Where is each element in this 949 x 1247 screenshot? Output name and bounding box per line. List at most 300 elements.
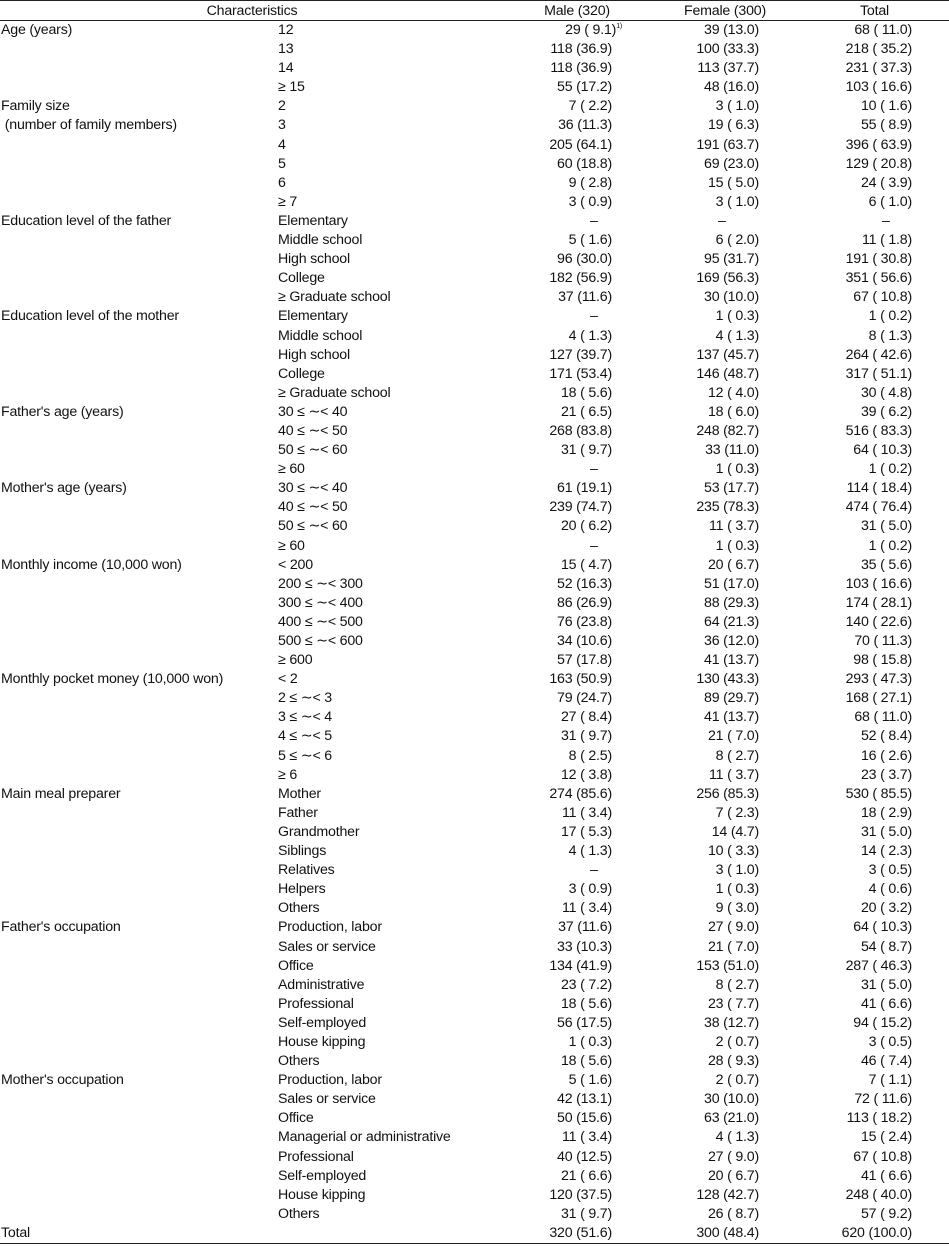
female-value: 1 ( 0.3) <box>715 881 760 898</box>
category-label: Sales or service <box>278 938 376 955</box>
group-label <box>0 517 276 536</box>
total-value: 39 ( 6.2) <box>860 403 913 420</box>
male-value: 40 (12.5) <box>557 1148 613 1165</box>
group-label <box>0 422 276 441</box>
category-label: 6 <box>278 174 286 191</box>
table-row <box>0 155 949 174</box>
female-value: 20 ( 6.7) <box>707 556 760 573</box>
female-value: 18 ( 6.0) <box>707 403 760 420</box>
female-value: 8 ( 2.7) <box>715 976 760 993</box>
group-label <box>0 155 276 174</box>
female-value: 3 ( 1.0) <box>715 193 760 210</box>
table-row <box>0 59 949 78</box>
male-value: 31 ( 9.7) <box>560 728 613 745</box>
total-value: 31 ( 5.0) <box>860 976 913 993</box>
table-row <box>0 938 949 957</box>
male-value: 4 ( 1.3) <box>568 843 613 860</box>
male-value: 86 (26.9) <box>557 594 613 611</box>
group-label <box>0 193 276 212</box>
male-value: 239 (74.7) <box>549 499 613 516</box>
category-label: Production, labor <box>278 1072 382 1089</box>
total-spacer <box>276 1224 504 1244</box>
total-value: 31 ( 5.0) <box>860 518 913 535</box>
table-row <box>0 537 949 556</box>
female-value: 128 (42.7) <box>696 1186 760 1203</box>
category-label: 40 ≤ ∼< 50 <box>278 422 348 439</box>
category-label: College <box>278 270 325 287</box>
total-value: 8 ( 1.3) <box>868 327 913 344</box>
header-male: Male (320) <box>504 1 650 21</box>
table-row <box>0 785 949 804</box>
total-value: 1 ( 0.2) <box>868 308 913 325</box>
female-value: 169 (56.3) <box>696 270 760 287</box>
category-label: ≥ Graduate school <box>278 384 391 401</box>
female-value: 137 (45.7) <box>696 346 760 363</box>
table-row <box>0 689 949 708</box>
male-value: 205 (64.1) <box>549 136 613 153</box>
male-value: 118 (36.9) <box>550 41 613 58</box>
category-label: 12 <box>278 22 294 38</box>
male-value: 182 (56.9) <box>549 270 613 287</box>
male-value: 163 (50.9) <box>549 671 613 688</box>
total-value: 3 ( 0.5) <box>868 862 913 879</box>
category-label: 2 ≤ ∼< 3 <box>278 690 332 707</box>
header-female: Female (300) <box>650 1 800 21</box>
total-value: 396 ( 63.9) <box>845 136 913 153</box>
female-value: 41 (13.7) <box>704 709 760 726</box>
table-row <box>0 957 949 976</box>
male-value: 3 ( 0.9) <box>568 193 613 210</box>
male-value: 27 ( 8.4) <box>560 709 613 726</box>
total-value: 15 ( 2.4) <box>860 1129 913 1146</box>
female-value: 2 ( 0.7) <box>715 1033 760 1050</box>
group-label <box>0 651 276 670</box>
category-label: Office <box>278 957 314 974</box>
total-value: 11 ( 1.8) <box>862 232 913 249</box>
female-value: 14 (4.7) <box>711 823 760 840</box>
female-value: 1 ( 0.3) <box>715 308 760 325</box>
group-label <box>0 804 276 823</box>
male-value: – <box>590 308 598 325</box>
male-value: 96 (30.0) <box>557 251 613 268</box>
total-value: 317 ( 51.1) <box>845 365 913 382</box>
group-label <box>0 231 276 250</box>
category-label: Others <box>278 1205 320 1222</box>
total-value: 54 ( 8.7) <box>860 938 913 955</box>
total-value: 20 ( 3.2) <box>860 900 913 917</box>
table-row <box>0 193 949 212</box>
male-value: 52 (16.3) <box>557 575 613 592</box>
female-value: 1 ( 0.3) <box>715 461 760 478</box>
group-label <box>0 575 276 594</box>
category-label: ≥ 60 <box>278 461 305 478</box>
group-label <box>0 766 276 785</box>
table-row <box>0 899 949 918</box>
group-label <box>0 1033 276 1052</box>
table-row <box>0 460 949 479</box>
category-label: High school <box>278 346 350 363</box>
total-value: 16 ( 2.6) <box>860 747 913 764</box>
category-label: 4 ≤ ∼< 5 <box>278 728 332 745</box>
female-value: 30 (10.0) <box>704 1091 760 1108</box>
category-label: Sales or service <box>278 1091 376 1108</box>
category-label: ≥ 7 <box>278 193 298 210</box>
table-row <box>0 517 949 536</box>
female-value: 69 (23.0) <box>704 155 760 172</box>
category-label: Managerial or administrative <box>278 1129 451 1146</box>
category-label: Helpers <box>278 881 326 898</box>
female-value: 19 ( 6.3) <box>707 117 760 134</box>
group-label <box>0 136 276 155</box>
table-row <box>0 880 949 899</box>
female-value: 9 ( 3.0) <box>715 900 760 917</box>
total-value: 113 ( 18.2) <box>846 1110 913 1127</box>
group-label <box>0 174 276 193</box>
male-value: 3 ( 0.9) <box>568 881 613 898</box>
category-label: 40 ≤ ∼< 50 <box>278 499 348 516</box>
category-label: Self-employed <box>278 1014 367 1031</box>
group-label <box>0 1014 276 1033</box>
male-value: 1 ( 0.3) <box>568 1033 613 1050</box>
total-value: 474 ( 76.4) <box>845 499 913 516</box>
male-value: 21 ( 6.6) <box>560 1167 613 1184</box>
category-label: 30 ≤ ∼< 40 <box>278 403 348 420</box>
category-label: ≥ 600 <box>278 652 313 669</box>
table-row <box>0 212 949 231</box>
table-row <box>0 1109 949 1128</box>
group-label <box>0 747 276 766</box>
group-label <box>0 689 276 708</box>
table-row <box>0 1148 949 1167</box>
male-value: – <box>590 212 598 229</box>
group-label: Main meal preparer <box>1 785 121 802</box>
male-value: 18 ( 5.6) <box>560 995 613 1012</box>
table-row <box>0 21 949 41</box>
female-value: 20 ( 6.7) <box>707 1167 760 1184</box>
group-label <box>0 537 276 556</box>
total-value: 68 ( 11.0) <box>854 709 913 726</box>
group-label <box>0 880 276 899</box>
total-value: 6 ( 1.0) <box>868 193 913 210</box>
group-label: Mother's occupation <box>1 1072 124 1089</box>
group-label <box>0 823 276 842</box>
group-label <box>0 861 276 880</box>
category-label: High school <box>278 251 350 268</box>
total-value: 55 ( 8.9) <box>860 117 913 134</box>
female-value: 64 (21.3) <box>704 613 760 630</box>
category-label: 14 <box>278 60 294 77</box>
female-value: 53 (17.7) <box>704 480 760 497</box>
category-label: College <box>278 365 325 382</box>
category-label: 5 ≤ ∼< 6 <box>278 747 332 764</box>
female-value: 248 (82.7) <box>696 422 760 439</box>
group-label <box>0 460 276 479</box>
female-value: 146 (48.7) <box>696 365 760 382</box>
total-value: 67 ( 10.8) <box>853 289 913 306</box>
category-label: < 2 <box>278 671 298 688</box>
male-value: 17 ( 5.3) <box>560 823 613 840</box>
table-row <box>0 1128 949 1147</box>
table-row <box>0 231 949 250</box>
female-value: 153 (51.0) <box>696 957 760 974</box>
male-value: 8 ( 2.5) <box>568 747 613 764</box>
female-value: 15 ( 5.0) <box>707 174 760 191</box>
table-row <box>0 441 949 460</box>
group-label <box>0 594 276 613</box>
male-value: 120 (37.5) <box>549 1186 613 1203</box>
category-label: Production, labor <box>278 919 382 936</box>
female-value: 41 (13.7) <box>704 652 760 669</box>
category-label: Middle school <box>278 232 363 249</box>
total-value: 52 ( 8.4) <box>860 728 913 745</box>
total-value: 103 ( 16.6) <box>845 575 913 592</box>
table-row <box>0 804 949 823</box>
group-label <box>0 613 276 632</box>
male-value: 11 ( 3.4) <box>562 900 613 917</box>
total-value: 31 ( 5.0) <box>860 823 913 840</box>
category-label: 2 <box>278 98 286 115</box>
group-label <box>0 498 276 517</box>
female-value: 28 ( 9.3) <box>707 1053 760 1070</box>
total-value: 94 ( 15.2) <box>853 1014 913 1031</box>
total-value: 129 ( 20.8) <box>845 155 913 172</box>
table-row <box>0 422 949 441</box>
group-label: Education level of the mother <box>1 308 179 325</box>
female-value: 113 (37.7) <box>697 60 760 77</box>
table-row <box>0 269 949 288</box>
total-value: 1 ( 0.2) <box>868 461 913 478</box>
group-label <box>0 78 276 97</box>
table-row <box>0 327 949 346</box>
footnote-mark: 1) <box>616 23 623 30</box>
female-value: 8 ( 2.7) <box>715 747 760 764</box>
total-value: 18 ( 2.9) <box>860 804 913 821</box>
table-row <box>0 1090 949 1109</box>
female-value: 3 ( 1.0) <box>715 862 760 879</box>
total-value: 103 ( 16.6) <box>845 79 913 96</box>
table-row <box>0 861 949 880</box>
header-total: Total <box>800 1 949 21</box>
category-label: Self-employed <box>278 1167 367 1184</box>
total-value: 174 ( 28.1) <box>845 594 913 611</box>
female-value: – <box>718 212 726 229</box>
male-value: 15 ( 4.7) <box>560 556 613 573</box>
category-label: 500 ≤ ∼< 600 <box>278 633 363 649</box>
male-value: 118 (36.9) <box>550 60 613 77</box>
group-label <box>0 727 276 746</box>
category-label: 4 <box>278 136 286 153</box>
group-label <box>0 1090 276 1109</box>
female-value: 235 (78.3) <box>696 499 760 516</box>
group-label: Monthly pocket money (10,000 won) <box>1 671 224 688</box>
male-value: – <box>590 537 598 554</box>
table-row <box>0 1014 949 1033</box>
total-value: 41 ( 6.6) <box>860 995 913 1012</box>
table-row <box>0 136 949 155</box>
total-label: Total <box>0 1224 276 1244</box>
group-label <box>0 250 276 269</box>
category-label: ≥ 60 <box>278 537 305 554</box>
total-value: 67 ( 10.8) <box>853 1148 913 1165</box>
category-label: 30 ≤ ∼< 40 <box>278 480 348 497</box>
table-row <box>0 823 949 842</box>
group-label: Family size <box>1 98 70 115</box>
table-row <box>0 842 949 861</box>
group-label <box>0 976 276 995</box>
male-value-text: 29 ( 9.1) <box>565 22 617 38</box>
female-value: 11 ( 3.7) <box>709 766 760 783</box>
category-label: House kipping <box>278 1033 366 1050</box>
male-value: 42 (13.1) <box>557 1091 613 1108</box>
total-value: 68 ( 11.0) <box>854 22 913 38</box>
male-value: 60 (18.8) <box>557 155 613 172</box>
total-value: 530 ( 85.5) <box>845 785 913 802</box>
female-value: 48 (16.0) <box>704 79 760 96</box>
table-row <box>0 1205 949 1224</box>
category-label: < 200 <box>278 556 313 573</box>
total-value: 64 ( 10.3) <box>853 442 913 459</box>
category-label: 200 ≤ ∼< 300 <box>278 575 363 592</box>
group-label <box>0 59 276 78</box>
category-label: Father <box>278 804 318 821</box>
category-label: House kipping <box>278 1186 366 1203</box>
total-value: 46 ( 7.4) <box>860 1053 913 1070</box>
table-row <box>0 556 949 575</box>
female-value: 95 (31.7) <box>704 251 760 268</box>
total-value: 351 ( 56.6) <box>845 270 913 287</box>
male-value: 18 ( 5.6) <box>560 384 613 401</box>
male-value: 76 (23.8) <box>557 613 613 630</box>
group-label <box>0 269 276 288</box>
male-value: 268 (83.8) <box>549 422 613 439</box>
category-label: Others <box>278 1053 320 1070</box>
male-value: 11 ( 3.4) <box>562 804 613 821</box>
total-value: 191 ( 30.8) <box>845 251 913 268</box>
group-label: Age (years) <box>1 22 73 38</box>
group-label <box>0 384 276 403</box>
male-value: 50 (15.6) <box>557 1110 613 1127</box>
category-label: 5 <box>278 155 286 172</box>
total-female: 300 (48.4) <box>650 1224 800 1244</box>
group-label <box>0 1167 276 1186</box>
group-label <box>0 288 276 307</box>
total-value: 70 ( 11.3) <box>854 633 913 649</box>
table-row <box>0 1186 949 1205</box>
total-value: 7 ( 1.1) <box>868 1072 913 1089</box>
total-value: 516 ( 83.3) <box>845 422 913 439</box>
total-value: 168 ( 27.1) <box>845 690 913 707</box>
female-value: 38 (12.7) <box>704 1014 760 1031</box>
female-value: 11 ( 3.7) <box>709 518 760 535</box>
table-row <box>0 747 949 766</box>
table-row <box>0 708 949 727</box>
female-value: 256 (85.3) <box>696 785 760 802</box>
male-value: 31 ( 9.7) <box>560 442 613 459</box>
group-label: Education level of the father <box>1 212 172 229</box>
female-value: 39 (13.0) <box>704 22 760 38</box>
male-value: 61 (19.1) <box>557 480 613 497</box>
category-label: Others <box>278 900 320 917</box>
table-row <box>0 613 949 632</box>
male-value: 5 ( 1.6) <box>568 232 613 249</box>
male-value: 36 (11.3) <box>558 117 613 134</box>
category-label: 50 ≤ ∼< 60 <box>278 518 348 535</box>
table-row <box>0 670 949 689</box>
female-value: 12 ( 4.0) <box>707 384 760 401</box>
table-row <box>0 1071 949 1090</box>
category-label: 3 <box>278 117 286 134</box>
category-label: Office <box>278 1110 314 1127</box>
group-label <box>0 632 276 651</box>
total-value: 293 ( 47.3) <box>845 671 913 688</box>
male-value: 134 (41.9) <box>549 957 613 974</box>
male-value: 79 (24.7) <box>557 690 613 707</box>
male-value: 12 ( 3.8) <box>560 766 613 783</box>
category-label: Elementary <box>278 308 348 325</box>
table-row <box>0 384 949 403</box>
total-value: 218 ( 35.2) <box>845 41 913 58</box>
total-row <box>0 1224 949 1244</box>
group-label <box>0 1109 276 1128</box>
group-label <box>0 365 276 384</box>
male-value: 11 ( 3.4) <box>562 1129 613 1146</box>
group-label <box>0 842 276 861</box>
table-row <box>0 594 949 613</box>
table-row <box>0 116 949 135</box>
total-value: 1 ( 0.2) <box>868 537 913 554</box>
male-value: 7 ( 2.2) <box>568 98 613 115</box>
category-label: Mother <box>278 785 321 802</box>
male-value: 57 (17.8) <box>557 652 613 669</box>
category-label: Professional <box>278 995 354 1012</box>
table-row <box>0 766 949 785</box>
total-value: 14 ( 2.3) <box>860 843 913 860</box>
male-value: – <box>590 461 598 478</box>
male-value: 37 (11.6) <box>558 919 613 936</box>
category-label: 3 ≤ ∼< 4 <box>278 709 332 726</box>
table-row <box>0 1033 949 1052</box>
group-label: Father's age (years) <box>1 403 124 420</box>
table-row <box>0 174 949 193</box>
table-row <box>0 97 949 116</box>
category-label: 400 ≤ ∼< 500 <box>278 613 363 630</box>
female-value: 191 (63.7) <box>696 136 760 153</box>
group-label: Mother's age (years) <box>1 480 127 497</box>
group-label <box>0 995 276 1014</box>
male-value: 23 ( 7.2) <box>560 976 613 993</box>
male-value: 37 (11.6) <box>558 289 613 306</box>
category-label: Siblings <box>278 843 327 860</box>
table-row <box>0 575 949 594</box>
total-male: 320 (51.6) <box>504 1224 650 1244</box>
group-label <box>0 1052 276 1071</box>
group-label <box>0 327 276 346</box>
female-value: 21 ( 7.0) <box>707 728 760 745</box>
male-value: 34 (10.6) <box>557 633 613 649</box>
female-value: 33 (11.0) <box>705 442 760 459</box>
female-value: 6 ( 2.0) <box>715 232 760 249</box>
total-value: 10 ( 1.6) <box>860 98 913 115</box>
table-row <box>0 727 949 746</box>
female-value: 2 ( 0.7) <box>715 1072 760 1089</box>
total-value: 64 ( 10.3) <box>853 919 913 936</box>
group-label: (number of family members) <box>1 117 177 134</box>
category-label: ≥ 15 <box>278 79 305 96</box>
total-value: 287 ( 46.3) <box>845 957 913 974</box>
female-value: 100 (33.3) <box>696 41 760 58</box>
group-label <box>0 708 276 727</box>
category-label: 50 ≤ ∼< 60 <box>278 442 348 459</box>
